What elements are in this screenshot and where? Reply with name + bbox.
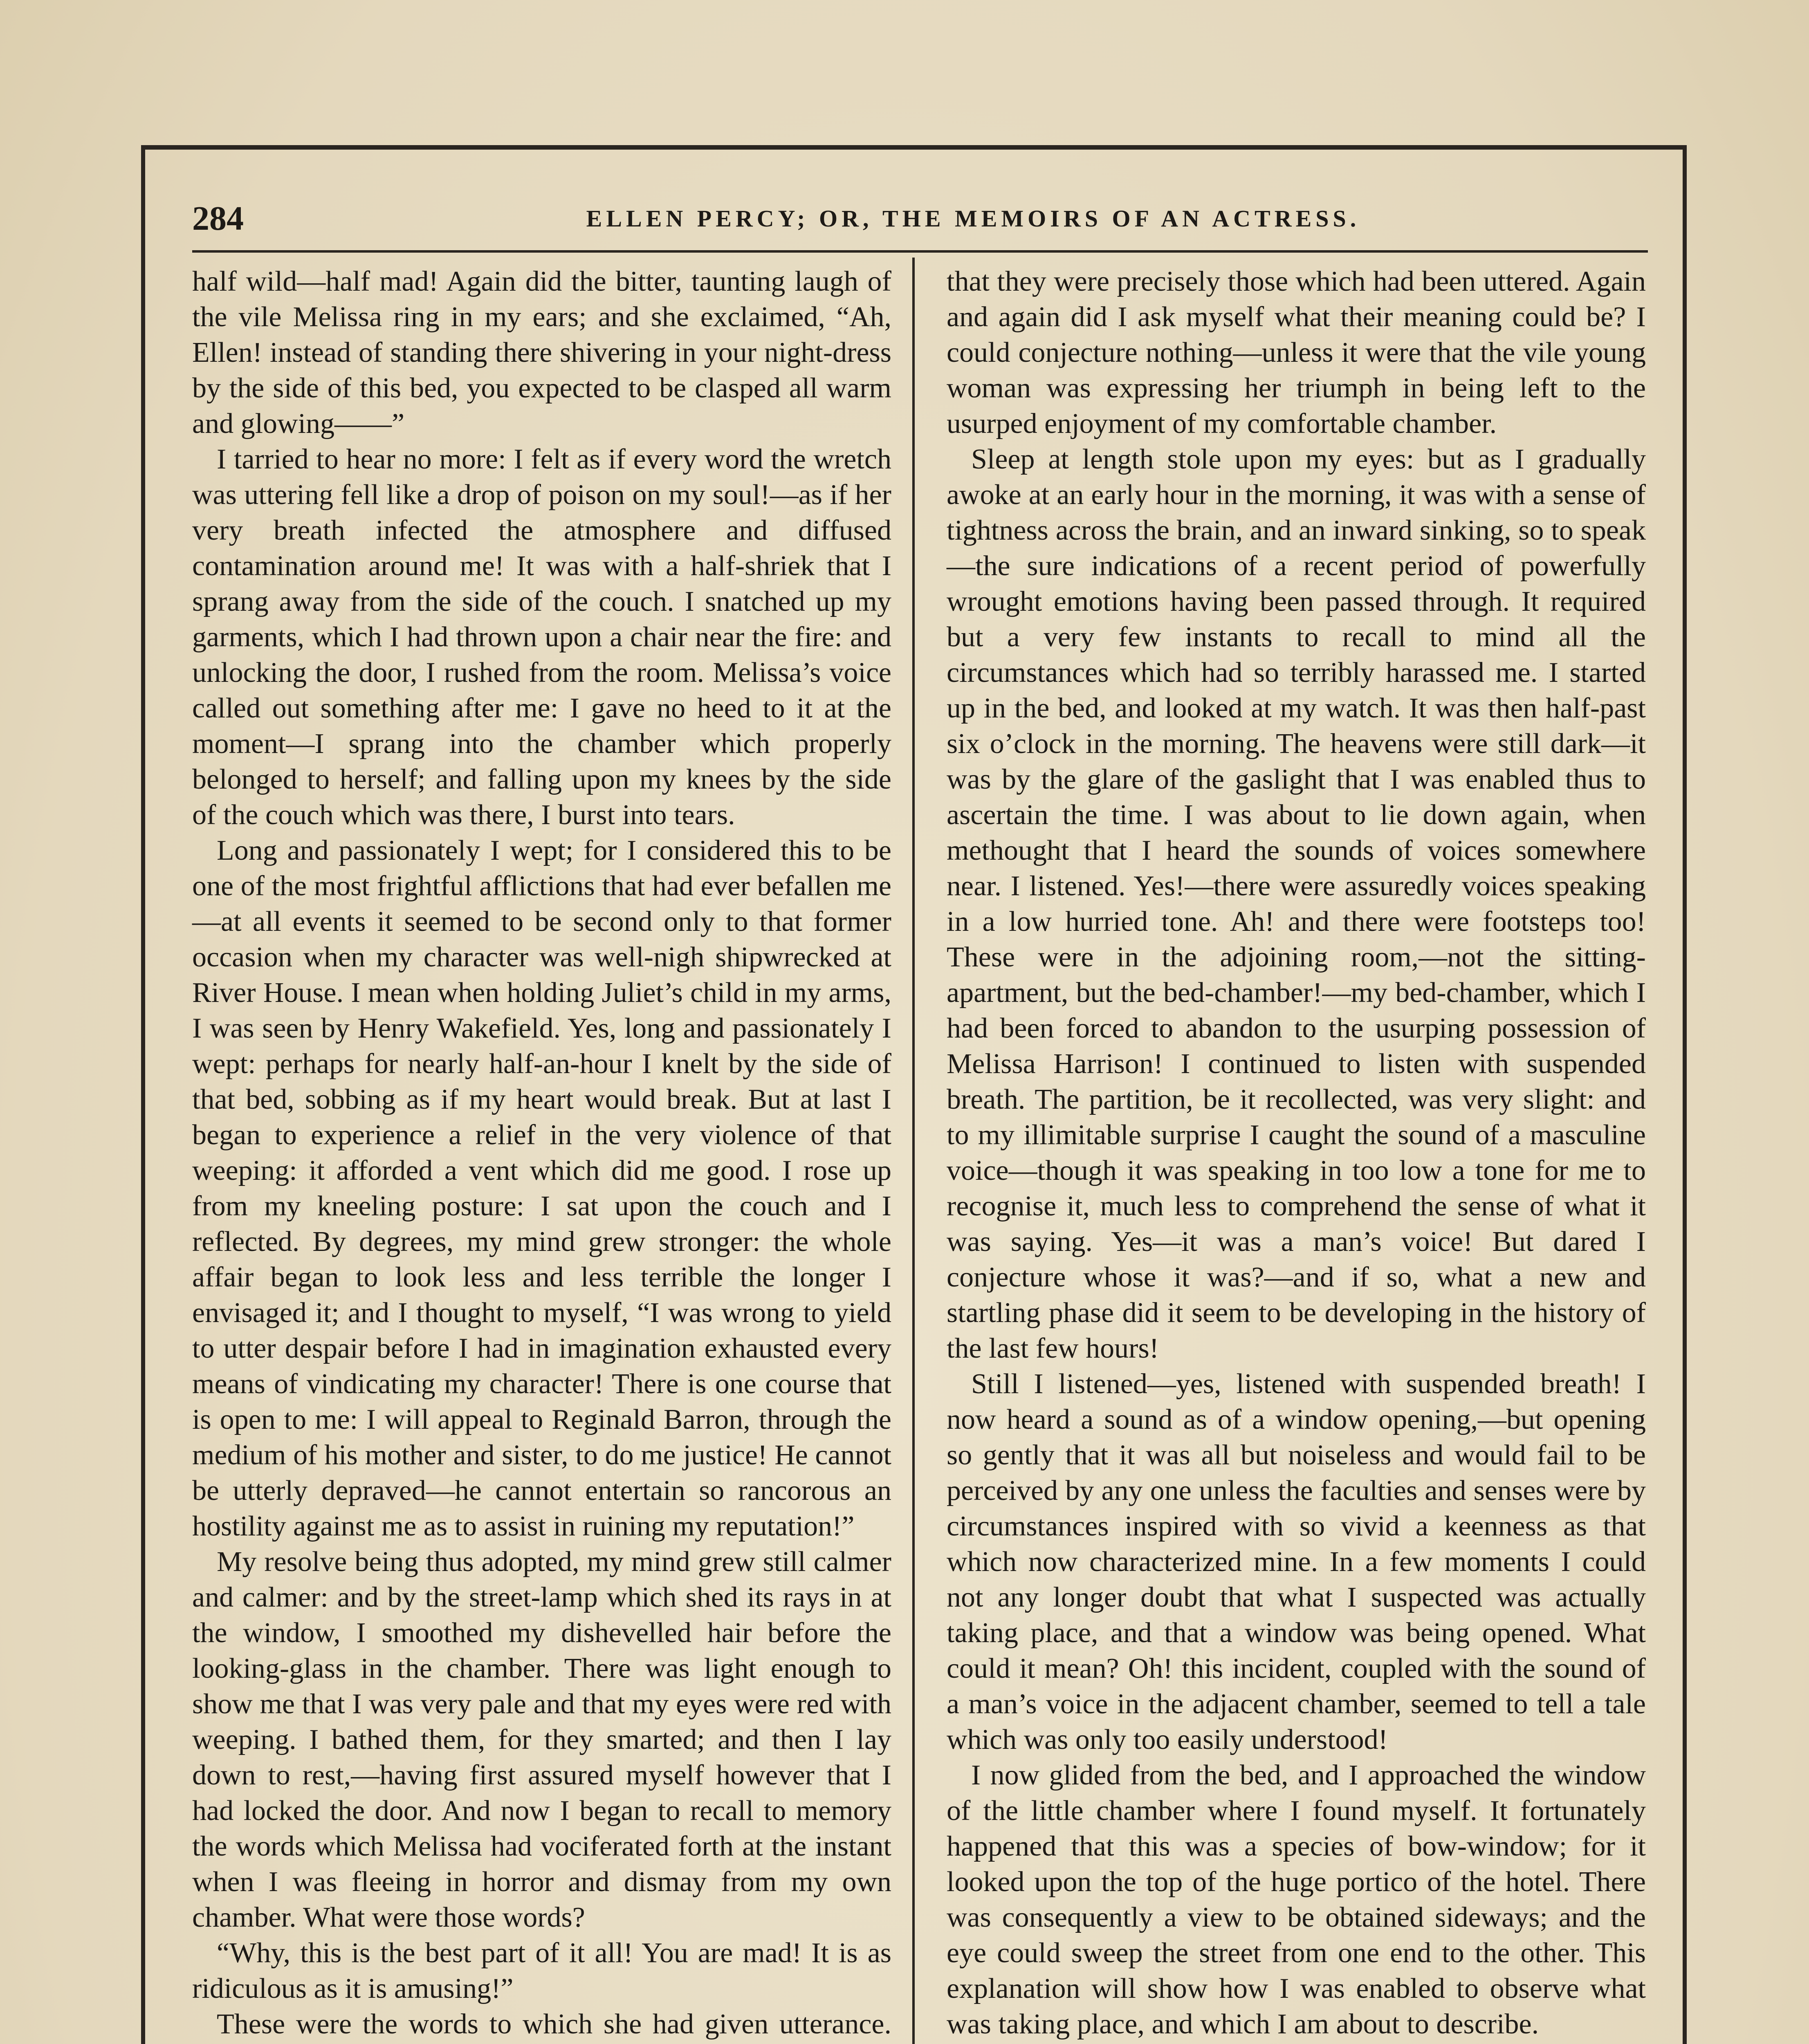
left-column bbox=[192, 264, 891, 2044]
frame-left-rule bbox=[141, 145, 145, 2044]
paragraph: that they were precisely those which had been uttered. Again and again did I ask myself what their meaning could be? I could conjecture nothing—unless it were that the vile young woman was expressing her triumph in being left to the usurped enjoyment of my comfortable chamber. bbox=[947, 266, 1646, 439]
paragraph: These were the words to which she had given utterance. bbox=[217, 2008, 891, 2040]
paragraph: Still I listened—yes, listened with suspended breath! I now heard a sound as of a window opening,—but opening so gently that it was all but noiseless and would fail to be perceived by any one unless the faculties and senses were by circumstances inspired with so vivid a keenness as that which now characterized mine. In a few moments I could not any longer doubt that what I suspected was actually taking place, and that a window was being opened. What could it mean? Oh! this incident, coupled with the sound of a man’s voice in the adjacent chamber, seemed to tell a tale which was only too easily understood! bbox=[947, 1368, 1646, 1755]
frame-right-rule bbox=[1683, 145, 1687, 2044]
paragraph: Sleep at length stole upon my eyes: but as I gradually awoke at an early hour in the morning, it was with a sense of tightness across the brain, and an inward sinking, so to speak—the sure indications of a recent period of powerfully wrought emotions having been passed through. It required but a very few instants to recall to mind all the circumstances which had so terribly harassed me. I started up in the bed, and looked at my watch. It was then half-past six o’clock in the morning. The heavens were still dark—it was by the glare of the gaslight that I was enabled thus to ascertain the time. I was about to lie down again, when methought that I heard the sounds of voices somewhere near. I listened. Yes!—there were assuredly voices speaking in a low hurried tone. Ah! and there were footsteps too! These were in the adjoining room,—not the sitting-apartment, but the bed-chamber!—my bed-chamber, which I had been forced to abandon to the usurping possession of Melissa Harrison! I continued to listen with suspended breath. The partition, be it recollected, was very slight: and to my illimitable surprise I caught the sound of a masculine voice—though it was speaking in too low a tone for me to recognise it, much less to comprehend the sense of what it was saying. Yes—it was a man’s voice! But dared I conjecture whose it was?—and if so, what a new and startling phase did it seem to be developing in the history of the last few hours! bbox=[947, 444, 1646, 1364]
paragraph: I tarried to hear no more: I felt as if every word the wretch was uttering fell like a drop of poison on my soul!—as if her very breath infected the atmosphere and diffused contamination around me! It was with a half-shriek that I sprang away from the side of the couch. I snatched up my garments, which I had thrown upon a chair near the fire: and unlocking the door, I rushed from the room. Melissa’s voice called out something after me: I gave no heed to it at the moment—I sprang into the chamber which properly belonged to herself; and falling upon my knees by the side of the couch which was there, I burst into tears. bbox=[192, 444, 891, 831]
column-divider bbox=[912, 258, 915, 2044]
paragraph: “Why, this is the best part of it all! You are mad! It is as ridiculous as it is amusing!” bbox=[192, 1937, 891, 2004]
header-rule bbox=[192, 250, 1648, 253]
frame-top-rule bbox=[141, 145, 1687, 150]
paragraph: half wild—half mad! Again did the bitter, taunting laugh of the vile Melissa ring in my ears; and she exclaimed, “Ah, Ellen! instead of standing there shivering in your night-dress by the side of this bed, you expected to be clasped all warm and glowing——” bbox=[192, 266, 891, 439]
running-title: ELLEN PERCY; OR, THE MEMOIRS OF AN ACTRESS. bbox=[586, 205, 1360, 232]
paragraph: My resolve being thus adopted, my mind grew still calmer and calmer: and by the street-lamp which shed its rays in at the window, I smoothed my dishevelled hair before the looking-glass in the chamber. There was light enough to show me that I was very pale and that my eyes were red with weeping. I bathed them, for they smarted; and then I lay down to rest,—having first assured myself however that I had locked the door. And now I began to recall to memory the words which Melissa had vociferated forth at the instant when I was fleeing in horror and dismay from my own chamber. What were those words? bbox=[192, 1546, 891, 1933]
right-column bbox=[947, 264, 1646, 2044]
page-header bbox=[192, 196, 1648, 245]
paragraph bbox=[947, 2042, 1646, 2044]
paragraph: I now glided from the bed, and I approached the window of the little chamber where I found myself. It fortunately happened that this was a species of bow-window; for it looked upon the top of the huge portico of the hotel. There was consequently a view to be obtained sideways; and the eye could sweep the street from one end to the other. This explanation will show how I was enabled to observe what was taking place, and which I am about to describe. bbox=[947, 1759, 1646, 2040]
paragraph: Long and passionately I wept; for I considered this to be one of the most frightful afflictions that had ever befallen me—at all events it seemed to be second only to that former occasion when my character was well-nigh shipwrecked at River House. I mean when holding Juliet’s child in my arms, I was seen by Henry Wakefield. Yes, long and passionately I wept: perhaps for nearly half-an-hour I knelt by the side of that bed, sobbing as if my heart would break. But at last I began to experience a relief in the very violence of that weeping: it afforded a vent which did me good. I rose up from my kneeling posture: I sat upon the couch and I reflected. By degrees, my mind grew stronger: the whole affair began to look less and less terrible the longer I envisaged it; and I thought to myself, “I was wrong to yield to utter despair before I had in imagination exhausted every means of vindicating my character! There is one course that is open to me: I will appeal to Reginald Barron, through the medium of his mother and sister, to do me justice! He cannot be utterly depraved—he cannot entertain so rancorous an hostility against me as to assist in ruining my reputation!” bbox=[192, 835, 891, 1542]
page-number: 284 bbox=[192, 199, 244, 238]
